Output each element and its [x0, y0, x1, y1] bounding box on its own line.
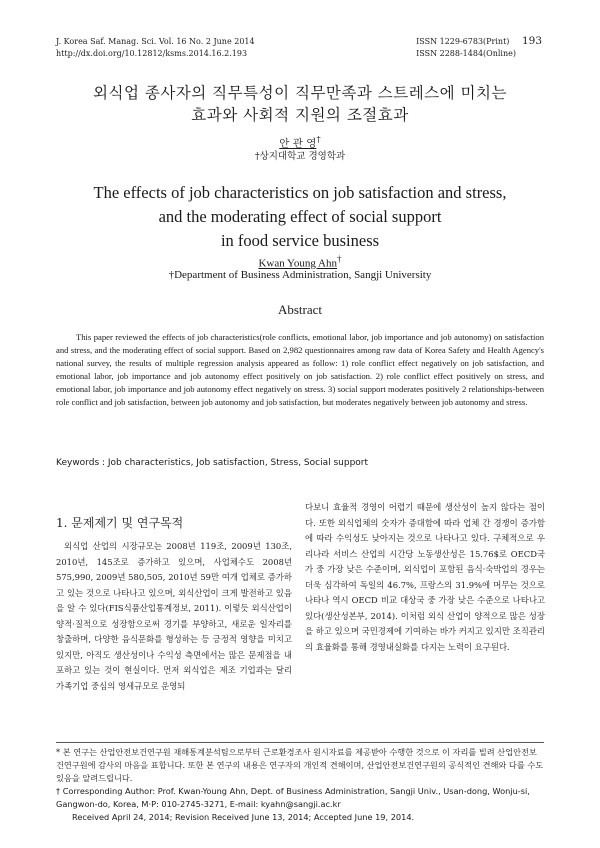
- author-korean: [0, 133, 600, 151]
- title-english-line1: The effects of job characteristics on job satisfaction and stress,: [93, 183, 507, 202]
- author-korean-name: 안 관 영: [279, 137, 317, 150]
- affiliation-korean: †상지대학교 경영학과: [254, 151, 346, 162]
- author-english-name: Kwan Young Ahn: [258, 257, 337, 270]
- title-english-line3: in food service business: [220, 231, 380, 250]
- affiliation-english: †Department of Business Administration, Sangji University: [168, 269, 432, 281]
- corresponding-author-text: † Corresponding Author: Prof. Kwan-Young Ahn, Dept. of Business Administration, Sangji Univ., Usan-dong, Wonju-si, Gangwon-do, Korea, M·P: 010-2745-3271, E-mail: kyahn@sangji.ac.kr: [56, 786, 530, 809]
- doi-link[interactable]: http://dx.doi.org/10.12812/ksms.2014.16.2.193: [56, 49, 248, 58]
- issn-print: ISSN 1229-6783(Print): [416, 37, 510, 46]
- journal-citation: J. Korea Saf. Manag. Sci. Vol. 16 No. 2 June 2014: [56, 37, 255, 46]
- funding-footnote: [56, 746, 544, 785]
- keywords: Keywords : Job characteristics, Job satisfaction, Stress, Social support: [56, 458, 369, 468]
- title-english: [20, 181, 580, 253]
- header-left: [56, 36, 255, 60]
- title-english-line2: and the moderating effect of social support: [158, 207, 442, 226]
- body-column-right: 다보니 효율적 경영이 어렵기 때문에 생산성이 높지 않다는 점이다. 또한 외식업체의 숫자가 증대함에 따라 업체 간 경쟁이 증가함에 따라 수익성도 낮아지는 것으로 나타나고 있다. 구체적으로 우리나라 서비스 산업의 시간당 노동생산성은 15.76$로 OECD국가 중 가장 낮은 수준이며, 외식업이 포함된 음식·숙박업의 경우는 더욱 심각하여 독일의 46.7%, 프랑스의 31.9%에 머무는 것으로 나타나 역시 OECD 비교 대상국 중 가장 낮은 수준으로 나타나고 있다(생산성본부, 2014). 이처럼 외식 산업이 양적으로 많은 성장을 하고 있으며 국민경제에 기여하는 바가 커지고 있지만 조직관리의 효율화를 통해 경영내실화를 다지는 노력이 요구된다.: [305, 502, 545, 652]
- footnotes: [56, 746, 544, 824]
- abstract-heading: Abstract: [277, 302, 323, 317]
- title-korean: [30, 82, 570, 126]
- funding-note-text: * 본 연구는 산업안전보건연구원 재해통계분석팀으로부터 근로환경조사 원시자료를 제공받아 수행한 것으로 이 자리를 빌려 산업안전보건연구원에 감사의 마음을 표합니다. 또한 본 연구의 내용은 연구자의 개인적 견해이며, 산업안전보건연구원의 공식적인 견해와 다를 수도 있음을 알려드립니다.: [56, 747, 544, 783]
- section-heading: 1. 문제제기 및 연구목적: [56, 516, 184, 530]
- title-korean-line1: 외식업 종사자의 직무특성이 직무만족과 스트레스에 미치는: [93, 84, 507, 102]
- author-english-mark: †: [336, 254, 342, 264]
- header-right: [416, 36, 516, 60]
- author-korean-mark: †: [316, 135, 321, 145]
- corresponding-footnote: [56, 785, 544, 811]
- received-dates: Received April 24, 2014; Revision Received June 13, 2014; Accepted June 19, 2014.: [72, 812, 415, 822]
- body-column-left: 외식업 산업의 시장규모는 2008년 119조, 2009년 130조, 2010년, 145조로 증가하고 있으며, 사업체수도 2008년 575,990, 2009년 580,505, 2010년 59만 여개 업체로 증가하고 있는 것으로 나타나고 있으며, 외식산업이 크게 발전하고 있음을 알 수 있다(FIS식품산업통계정보, 2011). 이렇듯 외식산업이 양적·질적으로 성장함으로써 경기를 부양하고, 새로운 일자리를 창출하며, 다양한 음식문화를 형성하는 등 긍정적 영향을 미치고 있지만, 아직도 생산성이나 수익성 측면에서는 많은 문제점을 내포하고 있는 것이 현실이다. 먼저 외식업은 제조 기업과는 달리 가족기업 중심의 영세규모로 운영되: [56, 541, 292, 691]
- abstract-text: This paper reviewed the effects of job characteristics(role conflicts, emotional labor, job importance and job autonomy) on satisfaction and stress, and the moderating effect of social support. Based on 2,982 questionnaires among raw data of Korea Safety and Health Agency's national survey, the results of multiple regression analysis appeared as follow: 1) role conflict effect negatively on job satisfaction, and emotional labor, job importance and job autonomy effect positively on job satisfaction. 2) role conflict effect positively on stress, and emotional labor, job importance and job autonomy effect negatively on stress. 3) social support moderates positively 2 relationships-between role conflict and job satisfaction, between job autonomy and job satisfaction, but moderates negatively between job autonomy and stress.: [56, 332, 544, 407]
- page-number: 193: [521, 35, 542, 47]
- footnote-divider: [56, 742, 544, 743]
- issn-online: ISSN 2288-1484(Online): [416, 49, 516, 58]
- title-korean-line2: 효과와 사회적 지원의 조절효과: [191, 106, 409, 124]
